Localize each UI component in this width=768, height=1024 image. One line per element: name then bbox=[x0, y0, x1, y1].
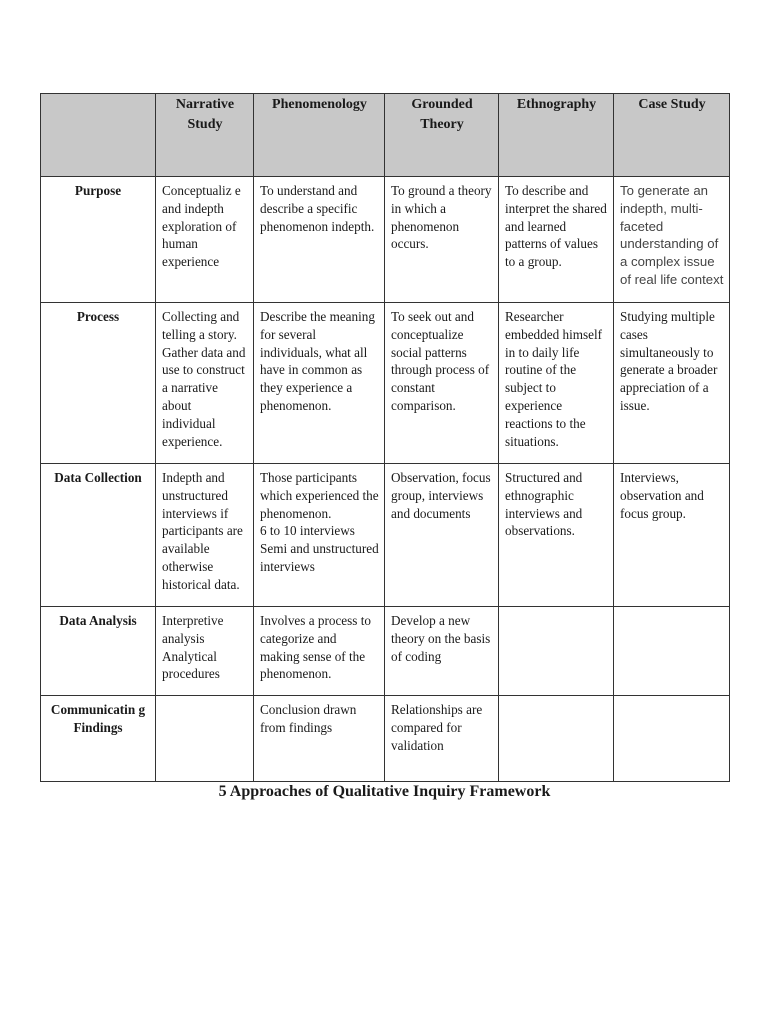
corner-cell bbox=[41, 94, 156, 177]
table-row-purpose bbox=[41, 177, 730, 303]
table-cell: Observation, focus group, interviews and documents bbox=[385, 464, 499, 607]
qualitative-inquiry-table bbox=[40, 93, 730, 782]
table-cell: To seek out and conceptualize social patterns through process of constant comparison. bbox=[385, 303, 499, 464]
table-cell: Interviews, observation and focus group. bbox=[614, 464, 730, 607]
table-cell: Collecting and telling a story. Gather data and use to construct a narrative about individual experience. bbox=[156, 303, 254, 464]
table-row-communicating-findings bbox=[41, 696, 730, 782]
table-row-data-collection bbox=[41, 464, 730, 607]
column-header: Grounded Theory bbox=[385, 94, 499, 177]
column-header: Case Study bbox=[614, 94, 730, 177]
table-cell bbox=[156, 696, 254, 782]
table-row-data-analysis bbox=[41, 607, 730, 696]
table-cell: Studying multiple cases simultaneously to generate a broader appreciation of a issue. bbox=[614, 303, 730, 464]
table-caption: 5 Approaches of Qualitative Inquiry Framework bbox=[218, 783, 551, 800]
table-cell: Those participants which experienced the phenomenon. 6 to 10 interviews Semi and unstructured interviews bbox=[254, 464, 385, 607]
table-cell: To ground a theory in which a phenomenon occurs. bbox=[385, 177, 499, 303]
table-cell bbox=[614, 607, 730, 696]
table-cell: Structured and ethnographic interviews and observations. bbox=[499, 464, 614, 607]
table-cell bbox=[499, 696, 614, 782]
table-cell: Develop a new theory on the basis of coding bbox=[385, 607, 499, 696]
table-cell: Conceptualiz e and indepth exploration of human experience bbox=[156, 177, 254, 303]
row-label: Data Collection bbox=[41, 464, 156, 607]
column-header: Phenomenology bbox=[254, 94, 385, 177]
table-cell: To understand and describe a specific phenomenon indepth. bbox=[254, 177, 385, 303]
column-header: Ethnography bbox=[499, 94, 614, 177]
column-header: Narrative Study bbox=[156, 94, 254, 177]
table-cell: To describe and interpret the shared and learned patterns of values to a group. bbox=[499, 177, 614, 303]
table-cell: Conclusion drawn from findings bbox=[254, 696, 385, 782]
row-label: Purpose bbox=[41, 177, 156, 303]
table-row-process bbox=[41, 303, 730, 464]
table-cell bbox=[499, 607, 614, 696]
row-label: Process bbox=[41, 303, 156, 464]
row-label: Data Analysis bbox=[41, 607, 156, 696]
header-row bbox=[41, 94, 730, 177]
table-cell: Relationships are compared for validation bbox=[385, 696, 499, 782]
row-label: Communicatin g Findings bbox=[41, 696, 156, 782]
table-cell: Describe the meaning for several individuals, what all have in common as they experience a phenomenon. bbox=[254, 303, 385, 464]
table-cell: Interpretive analysis Analytical procedures bbox=[156, 607, 254, 696]
table-cell: Involves a process to categorize and making sense of the phenomenon. bbox=[254, 607, 385, 696]
table-cell: To generate an indepth, multi-faceted understanding of a complex issue of real life context bbox=[614, 177, 730, 303]
table-cell bbox=[614, 696, 730, 782]
table-cell: Indepth and unstructured interviews if participants are available otherwise historical data. bbox=[156, 464, 254, 607]
table-cell: Researcher embedded himself in to daily life routine of the subject to experience reactions to the situations. bbox=[499, 303, 614, 464]
